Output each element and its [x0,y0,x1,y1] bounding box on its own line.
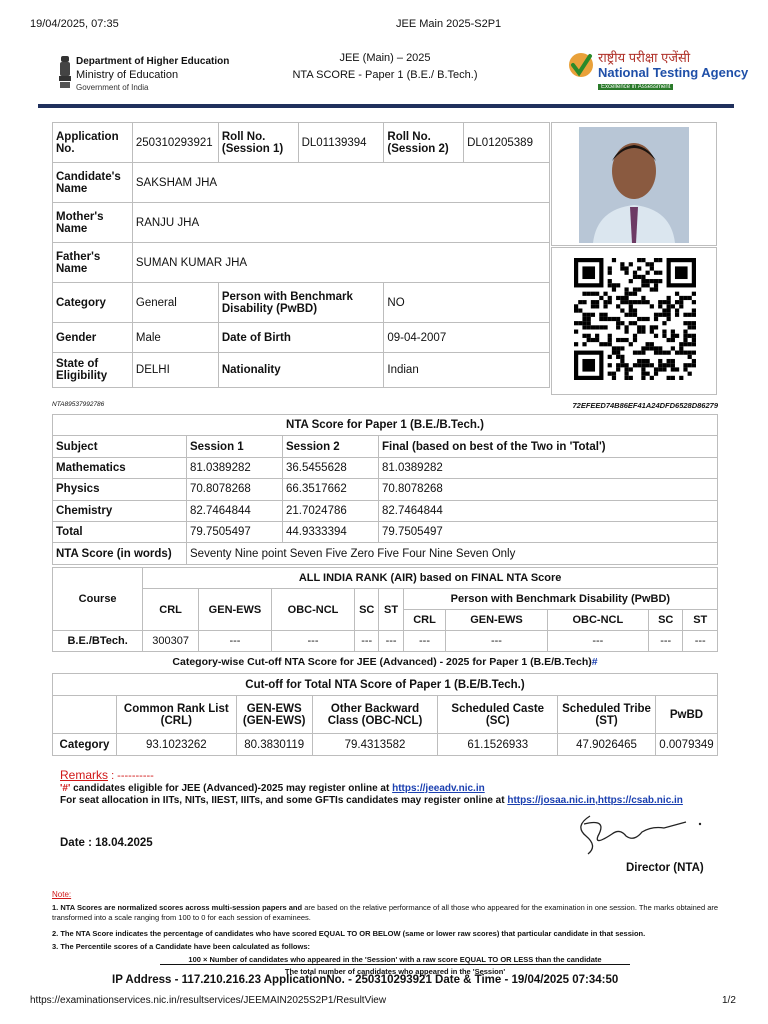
final-score: 82.7464844 [379,500,718,521]
session2-score: 21.7024786 [283,500,379,521]
application-row [53,123,550,163]
doe-line1: Department of Higher Education [76,56,230,67]
jeeadv-link[interactable]: https://jeeadv.nic.in [392,783,485,794]
session1-score: 70.8078268 [187,479,283,500]
note-label: Note: [52,890,72,899]
roll1-label: Roll No. (Session 1) [218,123,298,163]
cutoff-value: 47.9026465 [558,734,656,756]
doe-line3: Government of India [76,83,149,92]
score-header-row [53,436,718,457]
session2-score: 66.3517662 [283,479,379,500]
pwbd-rank-title: Person with Benchmark Disability (PwBD) [403,589,717,610]
pwbd-col-header: CRL [403,610,446,631]
father-name-row [53,243,550,283]
formula-denominator: The total number of candidates who appeared in the 'Session' [284,967,506,976]
director-signature [568,806,708,858]
score-header: Session 2 [283,436,379,457]
director-title: Director (NTA) [626,862,704,874]
print-date: 19/04/2025, 07:35 [30,18,119,30]
pwbd-col-header: SC [649,610,683,631]
rank-value: --- [379,631,403,652]
candidate-name: SAKSHAM JHA [132,163,549,203]
nta-score-table [52,414,718,565]
father-name: SUMAN KUMAR JHA [132,243,549,283]
note-1-rest: are based on the relative performance of all those who appeared for the examination in one session. The marks obtained are transformed into a scale ranging from 100 to 0 for each session of examinees. [52,903,719,922]
roll2: DL01205389 [464,123,550,163]
remarks [60,768,154,782]
cutoff-row-label: Category [53,734,117,756]
score-header: Session 1 [187,436,283,457]
rank-value: 300307 [143,631,199,652]
cutoff-empty-header [53,696,117,734]
subject: Physics [53,479,187,500]
rank-col-header: SC [355,589,379,631]
cutoff-caption-text: Category-wise Cut-off NTA Score for JEE (Advanced) - 2025 for Paper 1 (B.E/B.Tech) [172,656,592,668]
table-row [53,521,718,542]
cutoff-caption [52,656,718,668]
photo-box [551,122,717,246]
rank-col-header: GEN-EWS [198,589,271,631]
session1-score: 81.0389282 [187,457,283,478]
cutoff-value: 0.0079349 [655,734,717,756]
nta-tick-icon [568,50,594,84]
candidate-details-table [52,122,550,388]
note-3: 3. The Percentile scores of a Candidate have been calculated as follows: [52,942,311,951]
qr-box [551,247,717,395]
table-row [53,457,718,478]
cutoff-value: 93.1023262 [116,734,236,756]
footer-ip-line: IP Address - 117.210.216.23 ApplicationNo. - 250310293921 Date & Time - 19/04/2025 07:34:50 [112,974,619,986]
table-row [53,734,718,756]
candidate-name-label: Candidate's Name [53,163,133,203]
document-code-right: 72EFEED74B86EF41A24DFD6528D86279 [572,401,718,410]
remarks-label: Remarks [60,768,109,782]
pwbd-col-header: OBC-NCL [547,610,648,631]
header-rule [38,104,734,108]
final-score: 70.8078268 [379,479,718,500]
formula-numerator: 100 × Number of candidates who appeared in the 'Session' with a raw score EQUAL TO OR LESS than the candidate [160,955,630,965]
state: DELHI [132,353,218,388]
category: General [132,283,218,323]
note-2: 2. The NTA Score indicates the percentage of candidates who have scored EQUAL TO OR BELOW (same or lower raw scores) that particular candidate in that session. [52,929,646,938]
rank-col-header: ST [379,589,403,631]
pwbd-label: Person with Benchmark Disability (PwBD) [218,283,384,323]
nta-tagline: Excellence in Assessment [598,84,673,90]
session2-score: 44.9333394 [283,521,379,542]
nationality-label: Nationality [218,353,384,388]
nta-logo [568,48,749,96]
exam-subtitle: NTA SCORE - Paper 1 (B.E./ B.Tech.) [292,69,478,81]
subject: Total [53,521,187,542]
gender: Male [132,323,218,353]
score-header: Subject [53,436,187,457]
session2-score: 36.5455628 [283,457,379,478]
roll2-label: Roll No. (Session 2) [384,123,464,163]
cutoff-header: PwBD [655,696,717,734]
remark-line-1-text: candidates eligible for JEE (Advanced)-2025 may register online at [70,783,393,794]
score-words-row [53,543,718,564]
doe-line2: Ministry of Education [76,69,179,81]
roll1: DL01139394 [298,123,384,163]
final-score: 79.7505497 [379,521,718,542]
application-no: 250310293921 [132,123,218,163]
remarks-value: : ---------- [108,770,154,782]
cutoff-value: 61.1526933 [438,734,558,756]
remark-mark: '#' [60,783,71,794]
cutoff-header: Scheduled Tribe (ST) [558,696,656,734]
subject: Chemistry [53,500,187,521]
table-row [53,631,718,652]
doe-logo [58,54,230,96]
cutoff-table-title: Cut-off for Total NTA Score of Paper 1 (B.E/B.Tech.) [53,674,718,696]
mother-name: RANJU JHA [132,203,549,243]
pwbd-rank-value: --- [547,631,648,652]
document-code-left: NTA89537992786 [52,401,105,408]
mother-name-row [53,203,550,243]
cutoff-header: Common Rank List (CRL) [116,696,236,734]
cutoff-table [52,673,718,756]
session1-score: 82.7464844 [187,500,283,521]
rank-col-header: CRL [143,589,199,631]
note-1 [52,903,724,923]
cutoff-value: 80.3830119 [236,734,312,756]
application-no-label: Application No. [53,123,133,163]
cutoff-header: Scheduled Caste (SC) [438,696,558,734]
header-center [270,50,500,84]
rank-value: --- [271,631,354,652]
josaa-csab-link[interactable]: https://josaa.nic.in,https://csab.nic.in [507,795,683,806]
state-row [53,353,550,388]
print-title: JEE Main 2025-S2P1 [396,18,502,30]
father-name-label: Father's Name [53,243,133,283]
air-rank-table [52,567,718,652]
rank-col-header: OBC-NCL [271,589,354,631]
nta-english-name: National Testing Agency [598,65,749,80]
course: B.E./BTech. [53,631,143,652]
dob: 09-04-2007 [384,323,550,353]
page-number: 1/2 [722,995,736,1006]
issue-date: Date : 18.04.2025 [60,837,153,849]
pwbd-rank-value: --- [649,631,683,652]
cutoff-header: GEN-EWS (GEN-EWS) [236,696,312,734]
remark-line-2 [60,795,683,806]
remark-line-1 [60,783,485,794]
course-label: Course [53,568,143,631]
table-row [53,479,718,500]
session1-score: 79.7505497 [187,521,283,542]
score-words: Seventy Nine point Seven Five Zero Five Four Nine Seven Only [187,543,718,564]
candidate-photo-icon [579,127,689,243]
cutoff-caption-mark: # [591,656,598,668]
exam-title: JEE (Main) – 2025 [339,52,431,64]
gender-row [53,323,550,353]
score-header: Final (based on best of the Two in 'Total') [379,436,718,457]
rank-value: --- [198,631,271,652]
category-label: Category [53,283,133,323]
subject: Mathematics [53,457,187,478]
nta-hindi-name: राष्ट्रीय परीक्षा एजेंसी [598,50,691,65]
nationality: Indian [384,353,550,388]
dob-label: Date of Birth [218,323,384,353]
pwbd-rank-value: --- [446,631,547,652]
air-title: ALL INDIA RANK (AIR) based on FINAL NTA Score [143,568,718,589]
page-url: https://examinationservices.nic.in/resultservices/JEEMAIN2025S2P1/ResultView [30,995,387,1006]
pwbd-col-header: GEN-EWS [446,610,547,631]
pwbd-rank-value: --- [683,631,718,652]
mother-name-label: Mother's Name [53,203,133,243]
remark-line-2-text: For seat allocation in IITs, NITs, IIEST, IIITs, and some GFTIs candidates may register online at [60,795,508,806]
candidate-name-row [53,163,550,203]
note-1-bold: 1. NTA Scores are normalized scores across multi-session papers and [52,903,303,912]
cutoff-header: Other Backward Class (OBC-NCL) [312,696,438,734]
qr-code-icon [574,258,696,380]
rank-value: --- [355,631,379,652]
final-score: 81.0389282 [379,457,718,478]
state-label: State of Eligibility [53,353,133,388]
candidate-photo [579,127,689,243]
score-table-title: NTA Score for Paper 1 (B.E./B.Tech.) [53,415,718,436]
pwbd: NO [384,283,550,323]
cutoff-value: 79.4313582 [312,734,438,756]
pwbd-col-header: ST [683,610,718,631]
pwbd-rank-value: --- [403,631,446,652]
gender-label: Gender [53,323,133,353]
category-row [53,283,550,323]
national-emblem-icon [58,54,72,92]
score-words-label: NTA Score (in words) [53,543,187,564]
table-row [53,500,718,521]
